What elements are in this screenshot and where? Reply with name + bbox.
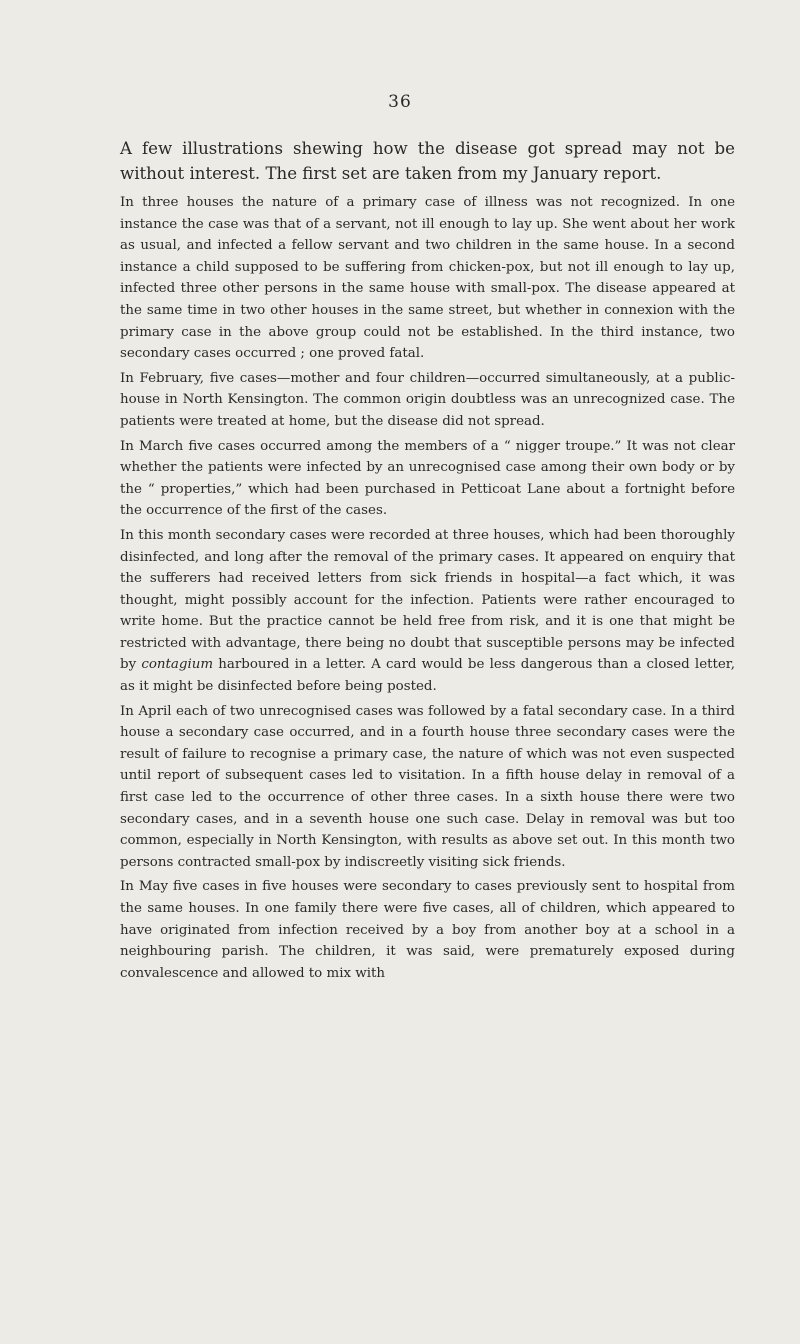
paragraph-may: In May five cases in five houses were secondary to cases previously sent to hospital from the same houses. In one family there were five cases, all of children, which appeared to have originated from infection received by a boy from another boy at a school in a neighbouring parish. The children, it was said, were prematurely exposed during convalescence and allowed to mix with — [120, 879, 735, 981]
page-number: 36 — [388, 92, 412, 112]
body-text — [120, 136, 735, 987]
paragraph-april: In April each of two unrecognised cases was followed by a fatal secondary case. In a third house a secondary case occurred, and in a fourth house three secondary cases were the result of failure to recognise a primary case, the nature of which was not even suspected until report of subsequent cases led to visitation. In a fifth house delay in removal of a first case led to the occurrence of other three cases. In a sixth house there were two secondary cases, and in a seventh house one such case. Delay in removal was but too common, especially in North Kensington, with results as above set out. In this month two persons contracted small-pox by indiscreetly visiting sick friends. — [120, 703, 735, 870]
paragraph-letters-text: In this month secondary cases were recorded at three houses, which had been thoroughly disinfected, and long after the removal of the primary cases. It appeared on enquiry that the sufferers had received letters from sick friends in hospital—a fact which, it was thought, might possibly account for the infection. Patients were rather encouraged to write home. But the practice cannot be held free from risk, and it is one that might be restricted with advantage, there being no doubt that susceptible persons may be infected by — [120, 527, 735, 673]
paragraph-primary-cases: In three houses the nature of a primary case of illness was not recognized. In one instance the case was that of a servant, not ill enough to lay up. She went about her work as usual, and infected a fellow servant and two children in the same house. In a second instance a child supposed to be suffering from chicken-pox, but not ill enough to lay up, infected three other persons in the same house with small-pox. The disease appeared at the same time in two other houses in the same street, but whether in connexion with the primary case in the above group could not be established. In the third instance, two secondary cases occurred ; one proved fatal. — [120, 195, 735, 362]
lead-paragraph: A few illustrations shewing how the disease got spread may not be without interest. The first set are taken from my January report. — [120, 139, 735, 183]
paragraph-february: In February, five cases—mother and four children—occurred simultaneously, at a public-house in North Kensington. The common origin doubtless was an unrecognized case. The patients were treated at home, but the disease did not spread. — [120, 370, 735, 429]
contagium-term: contagium — [141, 657, 214, 673]
paragraph-march: In March five cases occurred among the members of a “ nigger troupe.” It was not clear whether the patients were infected by an unrecognised case among their own body or by the “ properties,” which had been purchased in Petticoat Lane about a fortnight before the occurrence of the first of the cases. — [120, 438, 735, 519]
paragraph-letters — [120, 525, 735, 698]
paragraph-letters-text-end: harboured in a letter. A card would be less dangerous than a closed letter, as it might be disinfected before being posted. — [120, 657, 735, 695]
